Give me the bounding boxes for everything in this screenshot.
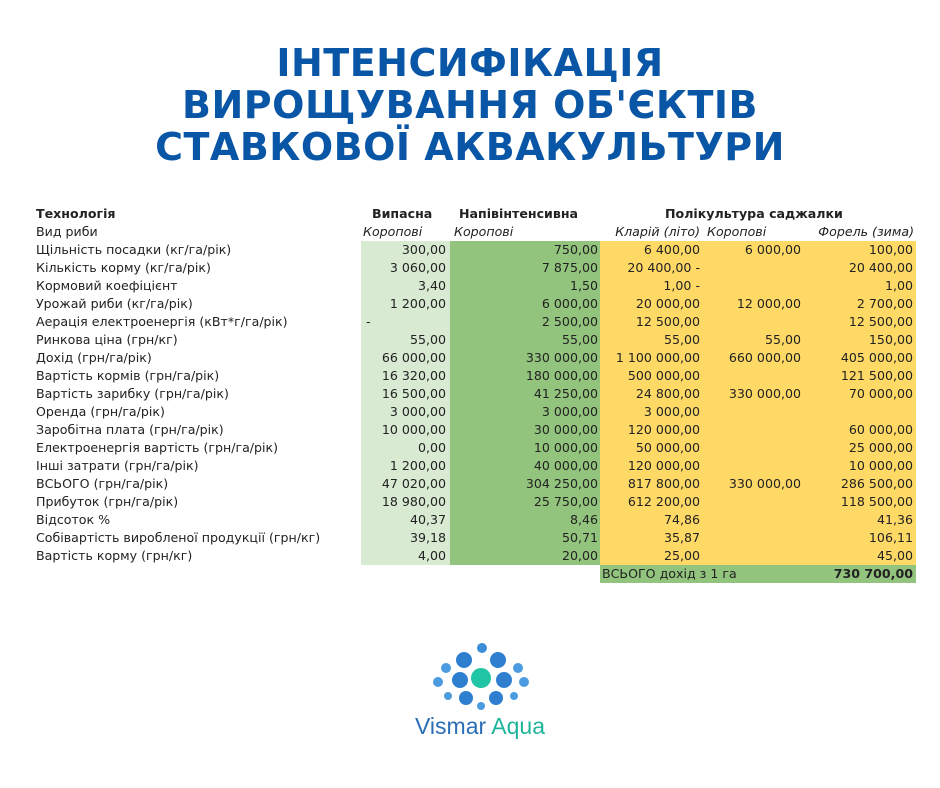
row-label: Інші затрати (грн/га/рік) — [36, 458, 199, 473]
cell-value: 8,46 — [569, 512, 598, 527]
cell-value: - — [366, 314, 371, 329]
cell-value: 2 700,00 — [856, 296, 913, 311]
title-line-3: СТАВКОВОЇ АКВАКУЛЬТУРИ — [155, 125, 785, 169]
cell-value: 1 200,00 — [389, 296, 446, 311]
subheader-c3: Кларій (літо) — [615, 224, 700, 239]
cell-value: 3 000,00 — [643, 404, 700, 419]
cell-value: 25,00 — [663, 548, 700, 563]
title-line-2: ВИРОЩУВАННЯ ОБ'ЄКТІВ — [182, 83, 758, 127]
cell-value: 10 000,00 — [848, 458, 913, 473]
table-row — [36, 277, 916, 295]
cell-value: 25 750,00 — [533, 494, 598, 509]
table-row — [36, 259, 916, 277]
cell-value: 660 000,00 — [728, 350, 801, 365]
cell-value: 180 000,00 — [525, 368, 598, 383]
row-label: Вартість кормів (грн/га/рік) — [36, 368, 220, 383]
logo-word-vismar: Vismar — [415, 713, 487, 739]
table-row — [36, 457, 916, 475]
row-label: Електроенергія вартість (грн/га/рік) — [36, 440, 279, 455]
logo-wordmark — [400, 713, 560, 740]
subheader-c5: Форель (зима) — [818, 224, 914, 239]
cell-value: 10 000,00 — [533, 440, 598, 455]
cell-value: 40 000,00 — [533, 458, 598, 473]
cell-value: 118 500,00 — [840, 494, 913, 509]
cell-value: 40,37 — [409, 512, 446, 527]
cell-value: 12 500,00 — [848, 314, 913, 329]
table-row — [36, 295, 916, 313]
table-row — [36, 421, 916, 439]
cell-value: 12 500,00 — [635, 314, 700, 329]
row-label: Відсоток % — [36, 512, 111, 527]
row-label: Дохід (грн/га/рік) — [36, 350, 152, 365]
molecule-dots-icon — [400, 640, 560, 710]
vismar-aqua-logo — [400, 640, 560, 750]
cell-value: 1,00 - — [663, 278, 700, 293]
subheader-fish-type: Вид риби — [36, 224, 98, 239]
row-label: Аерація електроенергія (кВт*г/га/рік) — [36, 314, 288, 329]
cell-value: 45,00 — [876, 548, 913, 563]
cell-value: 1 200,00 — [389, 458, 446, 473]
row-label: Вартість зарибку (грн/га/рік) — [36, 386, 229, 401]
total-value: 730 700,00 — [833, 566, 913, 581]
cell-value: 121 500,00 — [840, 368, 913, 383]
row-label: Кількість корму (кг/га/рік) — [36, 260, 211, 275]
cell-value: 39,18 — [409, 530, 446, 545]
cell-value: 3 000,00 — [389, 404, 446, 419]
table-row — [36, 241, 916, 259]
cell-value: 106,11 — [868, 530, 913, 545]
row-label: Урожай риби (кг/га/рік) — [36, 296, 193, 311]
cell-value: 750,00 — [553, 242, 598, 257]
cell-value: 41 250,00 — [533, 386, 598, 401]
table-row — [36, 331, 916, 349]
cell-value: 120 000,00 — [627, 422, 700, 437]
cell-value: 120 000,00 — [627, 458, 700, 473]
cell-value: 55,00 — [409, 332, 446, 347]
cell-value: 150,00 — [868, 332, 913, 347]
cell-value: 20 400,00 — [848, 260, 913, 275]
cell-value: 304 250,00 — [525, 476, 598, 491]
subheader-c2: Коропові — [454, 224, 514, 239]
cell-value: 10 000,00 — [381, 422, 446, 437]
cell-value: 18 980,00 — [381, 494, 446, 509]
page-title — [0, 42, 940, 168]
row-label: Заробітна плата (грн/га/рік) — [36, 422, 224, 437]
logo-word-aqua: Aqua — [491, 713, 545, 739]
row-label: Прибуток (грн/га/рік) — [36, 494, 179, 509]
table-row — [36, 547, 916, 565]
header-row — [36, 205, 916, 223]
header-polyculture: Полікультура саджалки — [665, 206, 843, 221]
table-row — [36, 439, 916, 457]
row-label: Оренда (грн/га/рік) — [36, 404, 165, 419]
cell-value: 35,87 — [663, 530, 700, 545]
cell-value: 30 000,00 — [533, 422, 598, 437]
cell-value: 20 000,00 — [635, 296, 700, 311]
cell-value: 500 000,00 — [627, 368, 700, 383]
table-row — [36, 313, 916, 331]
subheader-c4: Коропові — [707, 224, 767, 239]
cell-value: 16 320,00 — [381, 368, 446, 383]
cell-value: 3 060,00 — [389, 260, 446, 275]
row-label: Вартість корму (грн/кг) — [36, 548, 193, 563]
cell-value: 25 000,00 — [848, 440, 913, 455]
cell-value: 50 000,00 — [635, 440, 700, 455]
cell-value: 60 000,00 — [848, 422, 913, 437]
cell-value: 55,00 — [663, 332, 700, 347]
cell-value: 55,00 — [561, 332, 598, 347]
cell-value: 66 000,00 — [381, 350, 446, 365]
row-label: Ринкова ціна (грн/кг) — [36, 332, 178, 347]
row-label: Собівартість виробленої продукції (грн/кг) — [36, 530, 321, 545]
header-extensive: Випасна — [372, 206, 433, 221]
cell-value: 3 000,00 — [541, 404, 598, 419]
cell-value: 405 000,00 — [840, 350, 913, 365]
cell-value: 0,00 — [417, 440, 446, 455]
header-technology: Технологія — [36, 206, 116, 221]
cell-value: 41,36 — [876, 512, 913, 527]
cell-value: 6 000,00 — [541, 296, 598, 311]
table-row — [36, 403, 916, 421]
cell-value: 47 020,00 — [381, 476, 446, 491]
row-label: ВСЬОГО (грн/га/рік) — [36, 476, 169, 491]
cell-value: 12 000,00 — [736, 296, 801, 311]
cell-value: 330 000,00 — [728, 476, 801, 491]
total-label: ВСЬОГО дохід з 1 га — [602, 566, 737, 581]
cell-value: 1,50 — [569, 278, 598, 293]
cell-value: 20 400,00 - — [627, 260, 700, 275]
cell-value: 300,00 — [401, 242, 446, 257]
subheader-c1: Коропові — [363, 224, 423, 239]
cell-value: 7 875,00 — [541, 260, 598, 275]
row-label: Кормовий коефіцієнт — [36, 278, 178, 293]
subheader-row — [36, 223, 916, 241]
cell-value: 6 000,00 — [744, 242, 801, 257]
cell-value: 74,86 — [663, 512, 700, 527]
cell-value: 24 800,00 — [635, 386, 700, 401]
cell-value: 330 000,00 — [728, 386, 801, 401]
cell-value: 70 000,00 — [848, 386, 913, 401]
cell-value: 6 400,00 — [643, 242, 700, 257]
table-row — [36, 493, 916, 511]
table-row — [36, 349, 916, 367]
cell-value: 612 200,00 — [627, 494, 700, 509]
table-row — [36, 475, 916, 493]
table-row — [36, 511, 916, 529]
cell-value: 330 000,00 — [525, 350, 598, 365]
cell-value: 20,00 — [561, 548, 598, 563]
cell-value: 1,00 — [884, 278, 913, 293]
table-row — [36, 529, 916, 547]
cell-value: 817 800,00 — [627, 476, 700, 491]
table-row — [36, 367, 916, 385]
cell-value: 100,00 — [868, 242, 913, 257]
cell-value: 55,00 — [764, 332, 801, 347]
cell-value: 3,40 — [417, 278, 446, 293]
cell-value: 286 500,00 — [840, 476, 913, 491]
row-label: Щільність посадки (кг/га/рік) — [36, 242, 232, 257]
cell-value: 50,71 — [561, 530, 598, 545]
cell-value: 16 500,00 — [381, 386, 446, 401]
cell-value: 4,00 — [417, 548, 446, 563]
table-row — [36, 385, 916, 403]
title-line-1: ІНТЕНСИФІКАЦІЯ — [276, 41, 664, 85]
header-semi-intensive: Напівінтенсивна — [459, 206, 579, 221]
total-row — [36, 565, 916, 583]
cell-value: 1 100 000,00 — [615, 350, 700, 365]
cell-value: 2 500,00 — [541, 314, 598, 329]
